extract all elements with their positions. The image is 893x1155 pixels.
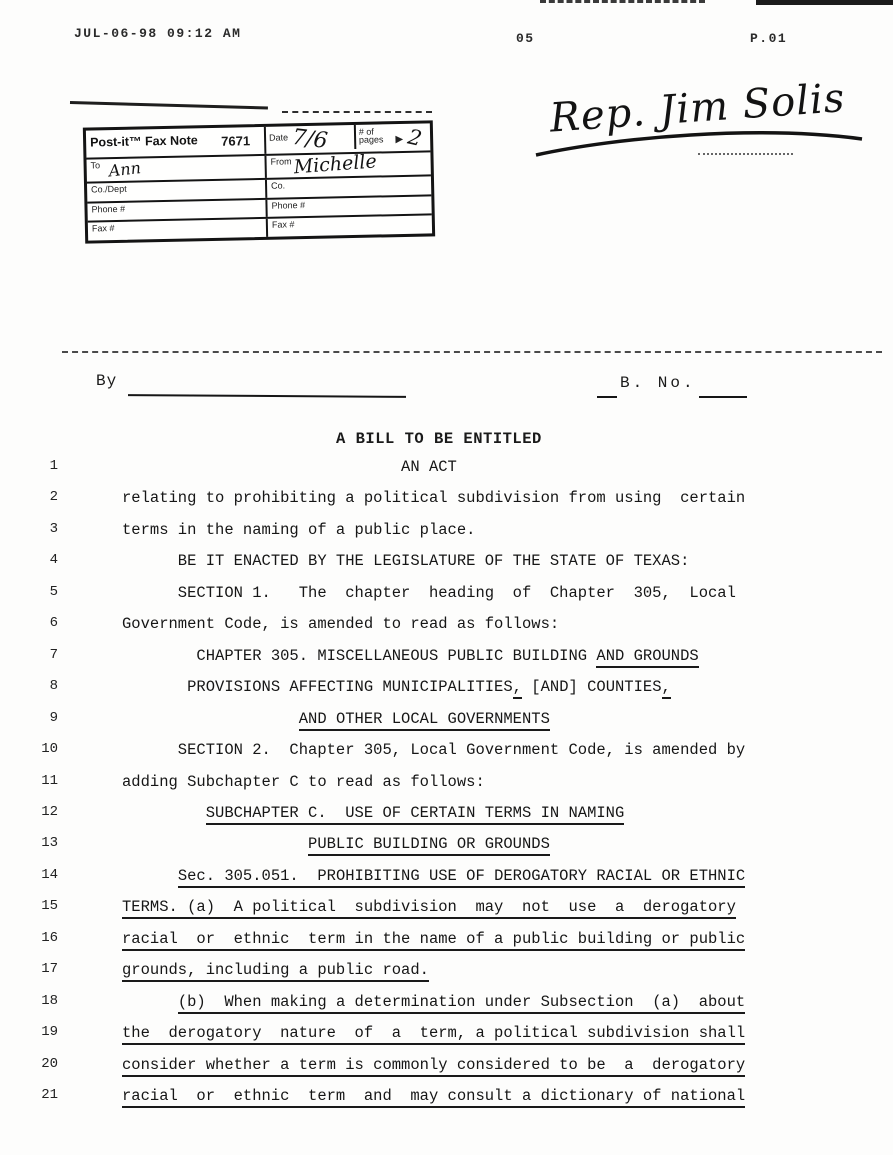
- bill-line: [0, 678, 893, 708]
- line-text: racial or ethnic term and may consult a dictionary of national: [122, 1087, 745, 1105]
- phone-label-right: Phone #: [271, 199, 306, 211]
- fax-timestamp: JUL-06-98 09:12 AM: [74, 26, 242, 41]
- line-text: Government Code, is amended to read as follows:: [122, 615, 560, 634]
- bill-no-label: B. No.: [620, 374, 696, 392]
- scan-line-solid: [70, 101, 268, 110]
- bill-line: [0, 647, 893, 677]
- to-label: To: [90, 160, 101, 171]
- line-text: (b) When making a determination under Subsection (a) about: [122, 993, 745, 1011]
- page-separator-dashed: [62, 351, 882, 353]
- line-number: 19: [41, 1024, 58, 1041]
- line-number: 16: [41, 929, 58, 946]
- line-text: the derogatory nature of a term, a political subdivision shall: [122, 1024, 745, 1042]
- line-text: AN ACT: [122, 458, 457, 476]
- fax-note-pages-field: [354, 123, 431, 149]
- bill-line: [0, 993, 893, 1023]
- fax-page-number: P.01: [750, 31, 788, 46]
- line-number: 15: [41, 898, 58, 915]
- line-number: 10: [41, 741, 58, 758]
- by-blank-line: [128, 394, 406, 398]
- line-number: 2: [49, 489, 58, 506]
- fax-note-brand: Post-it™ Fax Note: [89, 133, 198, 150]
- scan-line-dashed: [282, 111, 432, 113]
- line-number: 13: [41, 835, 58, 852]
- bill-line: [0, 835, 893, 865]
- date-value-handwritten: 7/6: [290, 124, 329, 154]
- line-number: 7: [49, 646, 58, 663]
- line-number: 4: [49, 552, 58, 569]
- line-text: adding Subchapter C to read as follows:: [122, 772, 485, 791]
- line-number: 11: [41, 772, 58, 789]
- line-text: TERMS. (a) A political subdivision may not use a derogatory: [122, 898, 736, 916]
- signature-block: [528, 55, 878, 175]
- fax-label-right: Fax #: [271, 219, 295, 231]
- fax-note-date-field: [266, 124, 354, 154]
- phone-label-left: Phone #: [91, 203, 126, 215]
- line-number: 14: [41, 866, 58, 883]
- bill-line: [0, 615, 893, 645]
- pages-label: # of pages: [358, 126, 384, 145]
- line-text: consider whether a term is commonly considered to be a derogatory: [122, 1056, 745, 1074]
- by-label: By: [96, 372, 118, 390]
- line-number: 3: [49, 520, 58, 537]
- bill-line: [0, 961, 893, 991]
- date-label: Date: [268, 132, 289, 143]
- line-number: 5: [49, 583, 58, 600]
- line-number: 18: [41, 992, 58, 1009]
- line-number: 6: [49, 615, 58, 632]
- line-text: Sec. 305.051. PROHIBITING USE OF DEROGATORY RACIAL OR ETHNIC: [122, 867, 745, 885]
- line-number: 21: [41, 1087, 58, 1103]
- bill-line: [0, 773, 893, 803]
- bill-line: [0, 804, 893, 834]
- bill-line: [0, 552, 893, 582]
- line-text: terms in the naming of a public place.: [122, 520, 476, 539]
- bill-no-blank-line: [699, 396, 747, 398]
- line-number: 1: [49, 458, 58, 474]
- page-title: A BILL TO BE ENTITLED: [336, 430, 542, 448]
- signature-text: Rep. Jim Solis: [548, 75, 847, 142]
- bill-line: [0, 521, 893, 551]
- bill-line: [0, 458, 893, 488]
- line-text: SECTION 2. Chapter 305, Local Government Code, is amended by: [122, 741, 746, 760]
- fax-note-model: 7671: [221, 133, 251, 149]
- bill-no-prefix-line: [597, 396, 617, 398]
- line-number: 12: [41, 803, 58, 820]
- bill-line: [0, 898, 893, 928]
- line-text: racial or ethnic term in the name of a public building or public: [122, 930, 745, 948]
- fax-label-left: Fax #: [91, 223, 115, 234]
- fax-note-header-left: [86, 127, 265, 158]
- line-text: relating to prohibiting a political subdivision from using certain: [122, 489, 746, 508]
- from-value-handwritten: Michelle: [292, 150, 378, 179]
- line-number: 8: [49, 678, 58, 695]
- bill-line: [0, 930, 893, 960]
- line-text: BE IT ENACTED BY THE LEGISLATURE OF THE STATE OF TEXAS:: [122, 552, 690, 571]
- bill-line: [0, 710, 893, 740]
- bill-line: [0, 584, 893, 614]
- pages-value-handwritten: 2: [405, 124, 424, 151]
- line-text: CHAPTER 305. MISCELLANEOUS PUBLIC BUILDING AND GROUNDS: [122, 647, 699, 665]
- top-edge-scan-bar: [756, 0, 893, 5]
- top-edge-dashes: [540, 0, 705, 3]
- line-text: SECTION 1. The chapter heading of Chapter 305, Local: [122, 583, 736, 602]
- pages-arrow-icon: ▶: [395, 133, 404, 146]
- fax-note: [83, 120, 435, 243]
- bill-line: [0, 1087, 893, 1117]
- signature-dots: [698, 153, 793, 155]
- bill-line: [0, 867, 893, 897]
- bill-line: [0, 741, 893, 771]
- line-number: 17: [41, 961, 58, 978]
- to-value-handwritten: Ann: [107, 158, 142, 181]
- bill-line: [0, 1024, 893, 1054]
- line-text: AND OTHER LOCAL GOVERNMENTS: [122, 710, 550, 728]
- line-text: PUBLIC BUILDING OR GROUNDS: [122, 835, 550, 853]
- fax-center-code: 05: [516, 31, 535, 46]
- from-label: From: [270, 156, 292, 167]
- line-text: grounds, including a public road.: [122, 961, 429, 979]
- bill-line: [0, 1056, 893, 1086]
- bill-line: [0, 489, 893, 519]
- line-number: 20: [41, 1055, 58, 1072]
- co-label: Co.: [270, 180, 286, 191]
- line-number: 9: [49, 709, 58, 726]
- line-text: PROVISIONS AFFECTING MUNICIPALITIES, [AND] COUNTIES,: [122, 678, 671, 696]
- line-text: SUBCHAPTER C. USE OF CERTAIN TERMS IN NAMING: [122, 804, 624, 822]
- co-dept-label: Co./Dept: [91, 183, 127, 195]
